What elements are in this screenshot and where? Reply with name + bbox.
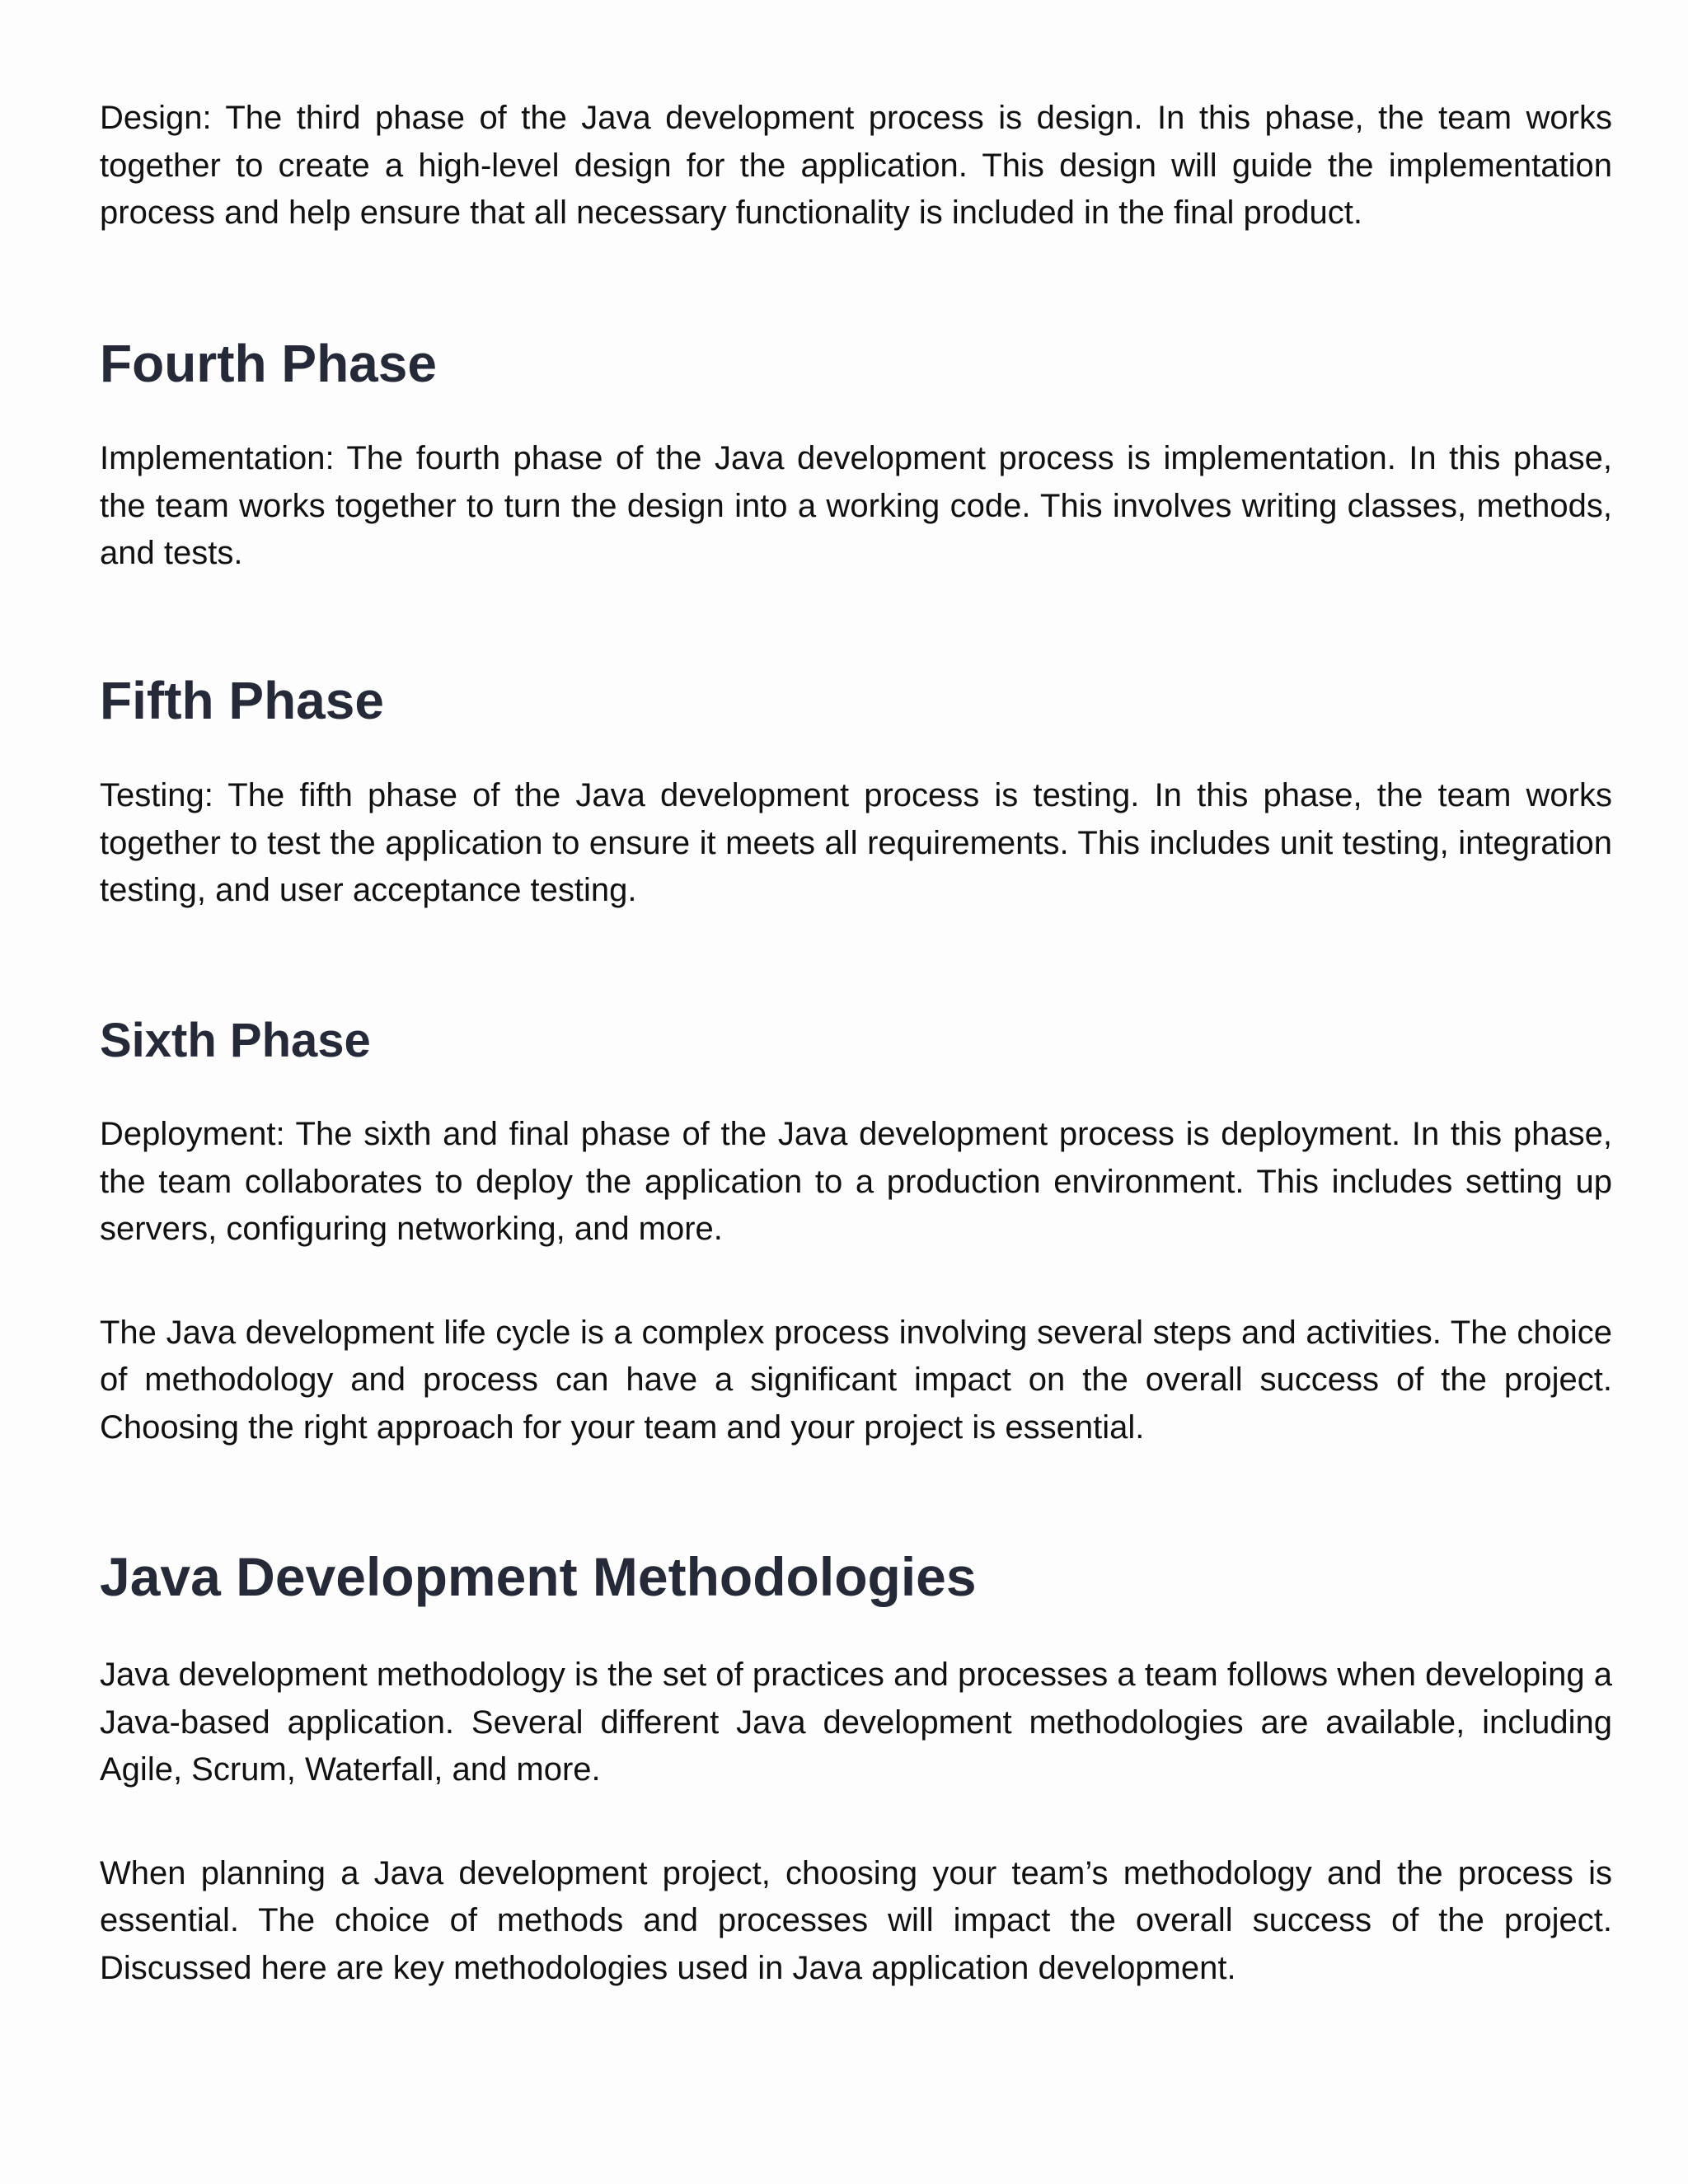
paragraph-design: Design: The third phase of the Java development process is design. In this phase, the team works together to create a high-level design for the application. This design will guide the implementation process and help ensure that all necessary functionality is included in the final product. [100,100,1612,231]
paragraph-implementation: Implementation: The fourth phase of the Java development process is implementation. In this phase, the team works together to turn the design into a working code. This involves writing classes, methods, and tests. [100,440,1612,572]
paragraph-methodologies-planning: When planning a Java development project, choosing your team’s methodology and the process is essential. The choice of methods and processes will impact the overall success of the project. Discussed here are key methodologies used in Java application development. [100,1854,1612,1986]
heading-fourth-phase: Fourth Phase [100,333,437,393]
paragraph-methodologies-intro: Java development methodology is the set of practices and processes a team follows when developing a Java-based application. Several different Java development methodologies are available, including Agile, Scrum, Waterfall, and more. [100,1657,1612,1788]
paragraph-deployment: Deployment: The sixth and final phase of the Java development process is deployment. In this phase, the team collaborates to deploy the application to a production environment. This includes setting up servers, configuring networking, and more. [100,1116,1612,1248]
paragraph-testing: Testing: The fifth phase of the Java development process is testing. In this phase, the team works together to test the application to ensure it meets all requirements. This includes unit testing, integration testing, and user acceptance testing. [100,777,1612,909]
heading-fifth-phase: Fifth Phase [100,670,384,730]
paragraph-lifecycle: The Java development life cycle is a complex process involving several steps and activities. The choice of methodology and process can have a significant impact on the overall success of the project. Choosing the right approach for your team and your project is essential. [100,1314,1612,1446]
heading-sixth-phase: Sixth Phase [100,1013,371,1067]
heading-java-development-methodologies: Java Development Methodologies [100,1546,977,1608]
